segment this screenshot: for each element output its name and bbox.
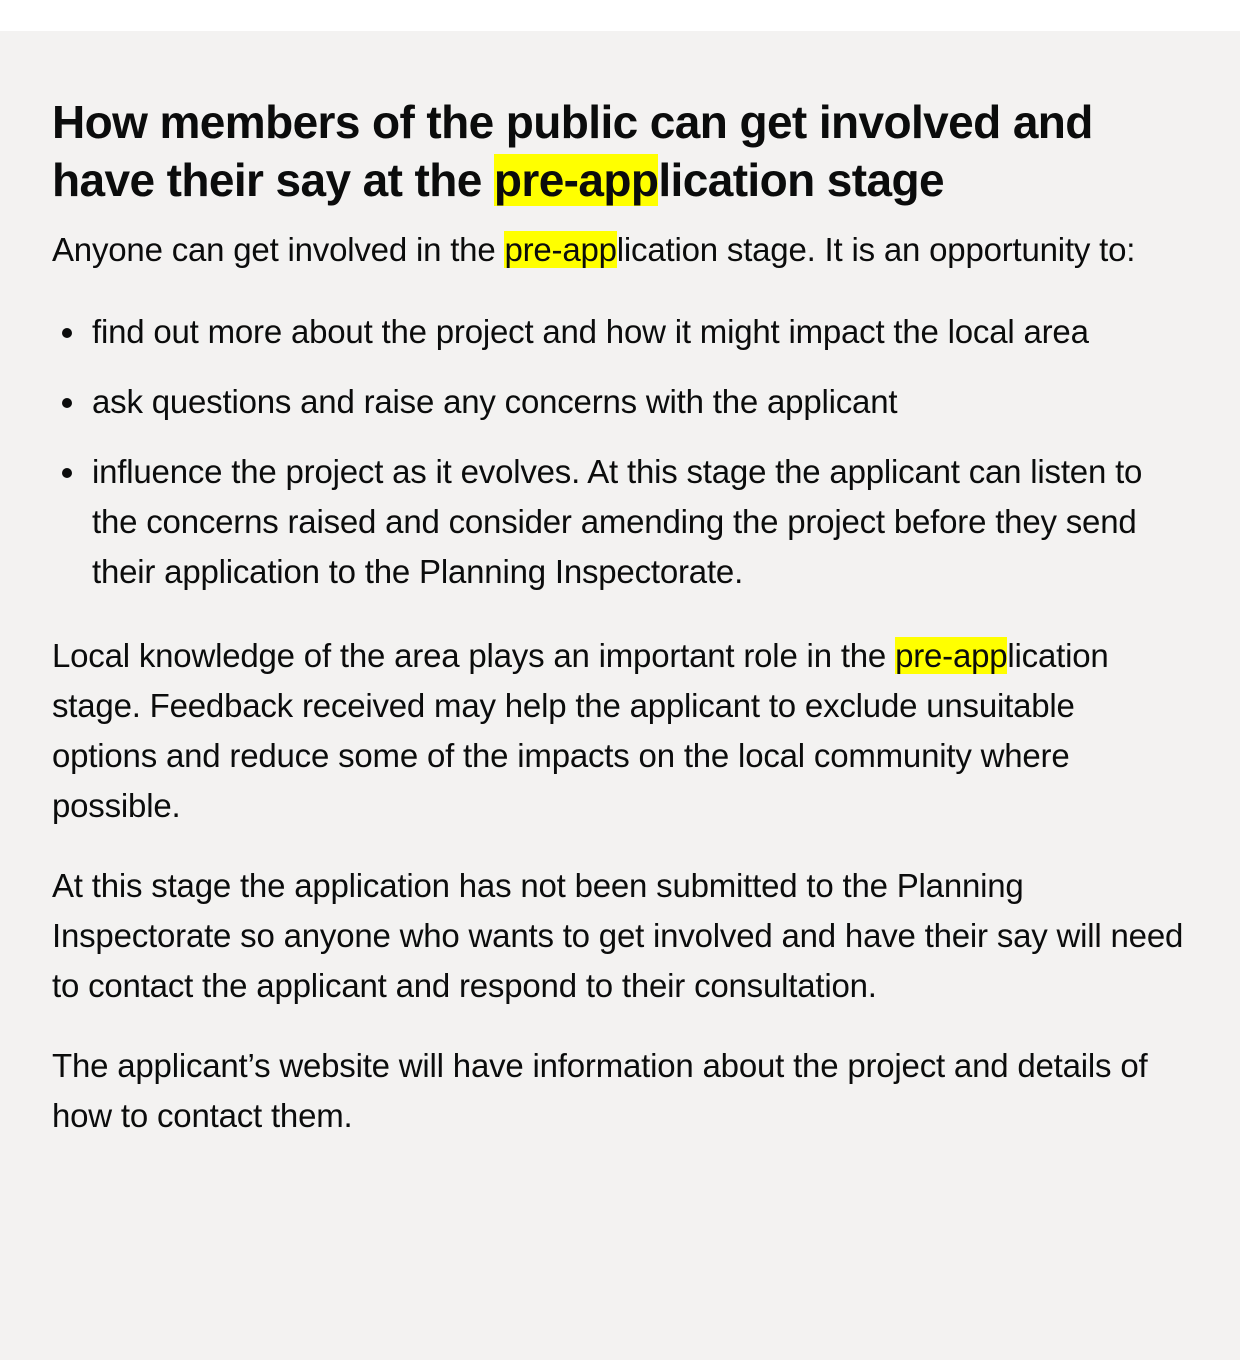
bullet-icon — [62, 398, 72, 408]
list-item — [52, 447, 1188, 597]
local-text-start: Local knowledge of the area plays an important role in the — [52, 637, 896, 674]
search-highlight: pre-app — [504, 231, 617, 268]
bullet-icon — [62, 328, 72, 338]
heading-text-end: lication stage — [658, 154, 944, 206]
list-item — [52, 377, 1188, 427]
info-panel — [0, 31, 1240, 1360]
opportunity-list — [52, 307, 1188, 597]
section-heading — [52, 93, 1188, 209]
list-item — [52, 307, 1188, 357]
local-text-end: lication stage. Feedback received may help the applicant to exclude unsuitable options and reduce some of the impacts on the local community where possible. — [52, 637, 1109, 824]
intro-text-start: Anyone can get involved in the — [52, 231, 505, 268]
list-item-text: influence the project as it evolves. At this stage the applicant can listen to the concerns raised and consider amending the project before they send their application to the Planning Inspectorate. — [92, 453, 1143, 590]
list-item-text: find out more about the project and how it might impact the local area — [92, 313, 1089, 350]
heading-text-start: How members of the public can get involved and have their say at the — [52, 96, 1093, 206]
bullet-icon — [62, 468, 72, 478]
local-knowledge-paragraph — [52, 631, 1188, 831]
intro-paragraph — [52, 225, 1188, 275]
stage-paragraph: At this stage the application has not been submitted to the Planning Inspectorate so anyone who wants to get involved and have their say will need to contact the applicant and respond to their consultation. — [52, 867, 1184, 1004]
search-highlight: pre-app — [493, 154, 659, 206]
search-highlight: pre-app — [895, 637, 1008, 674]
intro-text-end: lication stage. It is an opportunity to: — [616, 231, 1136, 268]
list-item-text: ask questions and raise any concerns with the applicant — [92, 383, 898, 420]
website-paragraph: The applicant’s website will have information about the project and details of how to contact them. — [52, 1047, 1148, 1134]
